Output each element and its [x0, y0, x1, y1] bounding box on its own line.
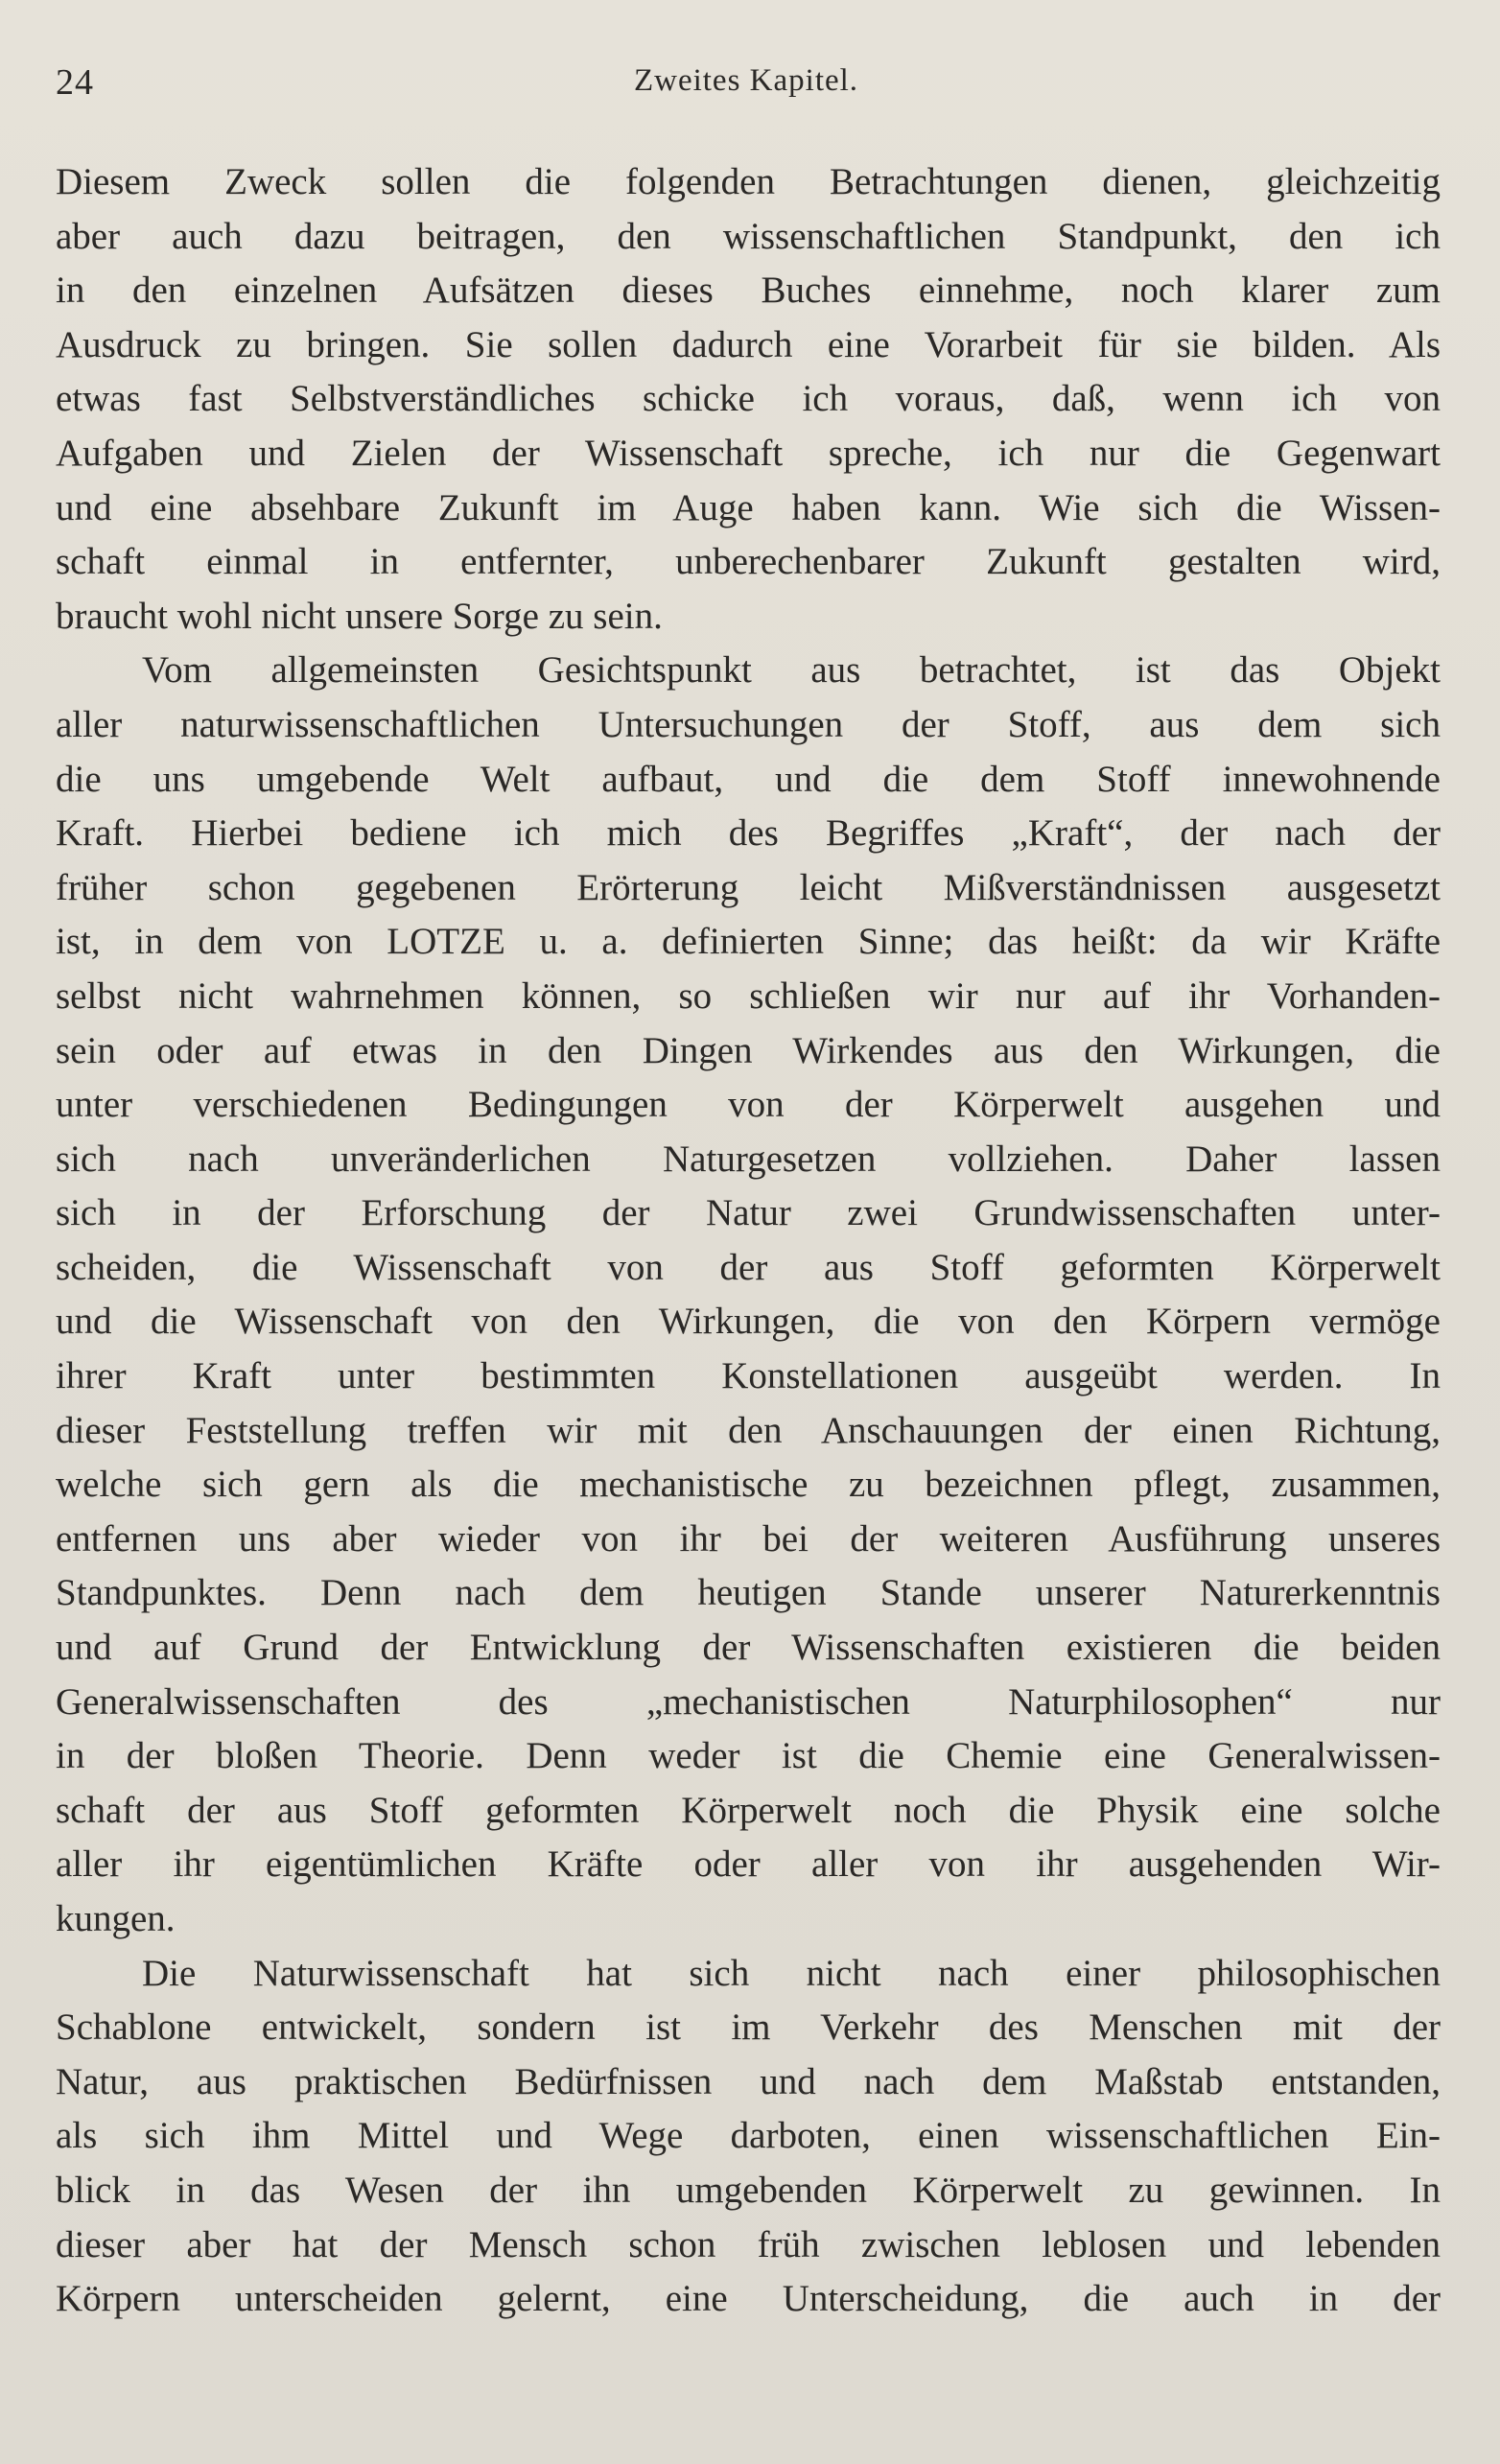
- text-line: scheiden, die Wissenschaft von der aus Stoff geformten Körperwelt: [56, 1246, 1441, 1288]
- page-number: 24: [56, 62, 94, 103]
- text-line: Standpunktes. Denn nach dem heutigen Stande unserer Naturerkenntnis: [56, 1572, 1441, 1614]
- text-line: Kraft. Hierbei bediene ich mich des Begriffes „Kraft“, der nach der: [56, 812, 1441, 855]
- text-line: Aufgaben und Zielen der Wissenschaft spreche, ich nur die Gegenwart: [56, 432, 1441, 474]
- text-line: selbst nicht wahrnehmen können, so schließen wir nur auf ihr Vorhanden-: [56, 974, 1441, 1017]
- text-line: aller naturwissenschaftlichen Untersuchungen der Stoff, aus dem sich: [56, 703, 1441, 745]
- text-line: welche sich gern als die mechanistische zu bezeichnen pflegt, zusammen,: [56, 1464, 1441, 1506]
- text-line: und auf Grund der Entwicklung der Wissenschaften existieren die beiden: [56, 1627, 1441, 1669]
- text-line: in den einzelnen Aufsätzen dieses Buches einnehme, noch klarer zum: [56, 270, 1441, 312]
- text-line: kungen.: [56, 1898, 176, 1939]
- body-text: [56, 155, 1441, 2327]
- running-title: Zweites Kapitel.: [633, 63, 859, 98]
- text-line: entfernen uns aber wieder von ihr bei der weiteren Ausführung unseres: [56, 1517, 1441, 1560]
- text-line: schaft der aus Stoff geformten Körperwelt noch die Physik eine solche: [56, 1789, 1441, 1831]
- text-line: braucht wohl nicht unsere Sorge zu sein.: [56, 595, 663, 637]
- text-line: als sich ihm Mittel und Wege darboten, einen wissenschaftlichen Ein-: [56, 2115, 1441, 2157]
- text-line: sein oder auf etwas in den Dingen Wirkendes aus den Wirkungen, die: [56, 1029, 1441, 1071]
- text-line: und die Wissenschaft von den Wirkungen, die von den Körpern vermöge: [56, 1301, 1441, 1343]
- paragraph-2: [56, 644, 1441, 1946]
- text-line: Schablone entwickelt, sondern ist im Verkehr des Menschen mit der: [56, 2006, 1441, 2049]
- text-line: Die Naturwissenschaft hat sich nicht nach einer philosophischen: [142, 1952, 1441, 1994]
- text-line: Ausdruck zu bringen. Sie sollen dadurch eine Vorarbeit für sie bilden. Als: [56, 323, 1441, 365]
- text-line: und eine absehbare Zukunft im Auge haben kann. Wie sich die Wissen-: [56, 486, 1441, 528]
- text-line: etwas fast Selbstverständliches schicke ich voraus, daß, wenn ich von: [56, 378, 1441, 420]
- text-line: Diesem Zweck sollen die folgenden Betrachtungen dienen, gleichzeitig: [56, 161, 1441, 202]
- text-line: ist, in dem von LOTZE u. a. definierten Sinne; das heißt: da wir Kräfte: [56, 921, 1441, 963]
- text-line: ihrer Kraft unter bestimmten Konstellationen ausgeübt werden. In: [56, 1355, 1441, 1397]
- text-line: blick in das Wesen der ihn umgebenden Körperwelt zu gewinnen. In: [56, 2169, 1441, 2211]
- text-line: schaft einmal in entfernter, unberechenbarer Zukunft gestalten wird,: [56, 541, 1441, 583]
- text-line: aber auch dazu beitragen, den wissenschaftlichen Standpunkt, den ich: [56, 215, 1441, 257]
- text-line: die uns umgebende Welt aufbaut, und die dem Stoff innewohnende: [56, 758, 1441, 800]
- page-header: [56, 58, 1437, 115]
- text-line: dieser aber hat der Mensch schon früh zwischen leblosen und lebenden: [56, 2223, 1441, 2265]
- text-line: Natur, aus praktischen Bedürfnissen und nach dem Maßstab entstanden,: [56, 2060, 1441, 2102]
- text-line: Generalwissenschaften des „mechanistischen Naturphilosophen“ nur: [56, 1680, 1441, 1723]
- text-line: aller ihr eigentümlichen Kräfte oder aller von ihr ausgehenden Wir-: [56, 1843, 1441, 1886]
- text-line: Körpern unterscheiden gelernt, eine Unterscheidung, die auch in der: [56, 2278, 1441, 2320]
- paragraph-1: [56, 155, 1441, 644]
- text-line: in der bloßen Theorie. Denn weder ist die Chemie eine Generalwissen-: [56, 1735, 1441, 1777]
- text-line: sich in der Erforschung der Natur zwei Grundwissenschaften unter-: [56, 1192, 1441, 1234]
- text-line: dieser Feststellung treffen wir mit den Anschauungen der einen Richtung,: [56, 1409, 1441, 1451]
- text-line: unter verschiedenen Bedingungen von der Körperwelt ausgehen und: [56, 1084, 1441, 1126]
- paragraph-3: [56, 1947, 1441, 2327]
- text-line: früher schon gegebenen Erörterung leicht Mißverständnissen ausgesetzt: [56, 866, 1441, 908]
- text-line: Vom allgemeinsten Gesichtspunkt aus betrachtet, ist das Objekt: [142, 649, 1441, 692]
- text-line: sich nach unveränderlichen Naturgesetzen vollziehen. Daher lassen: [56, 1138, 1441, 1180]
